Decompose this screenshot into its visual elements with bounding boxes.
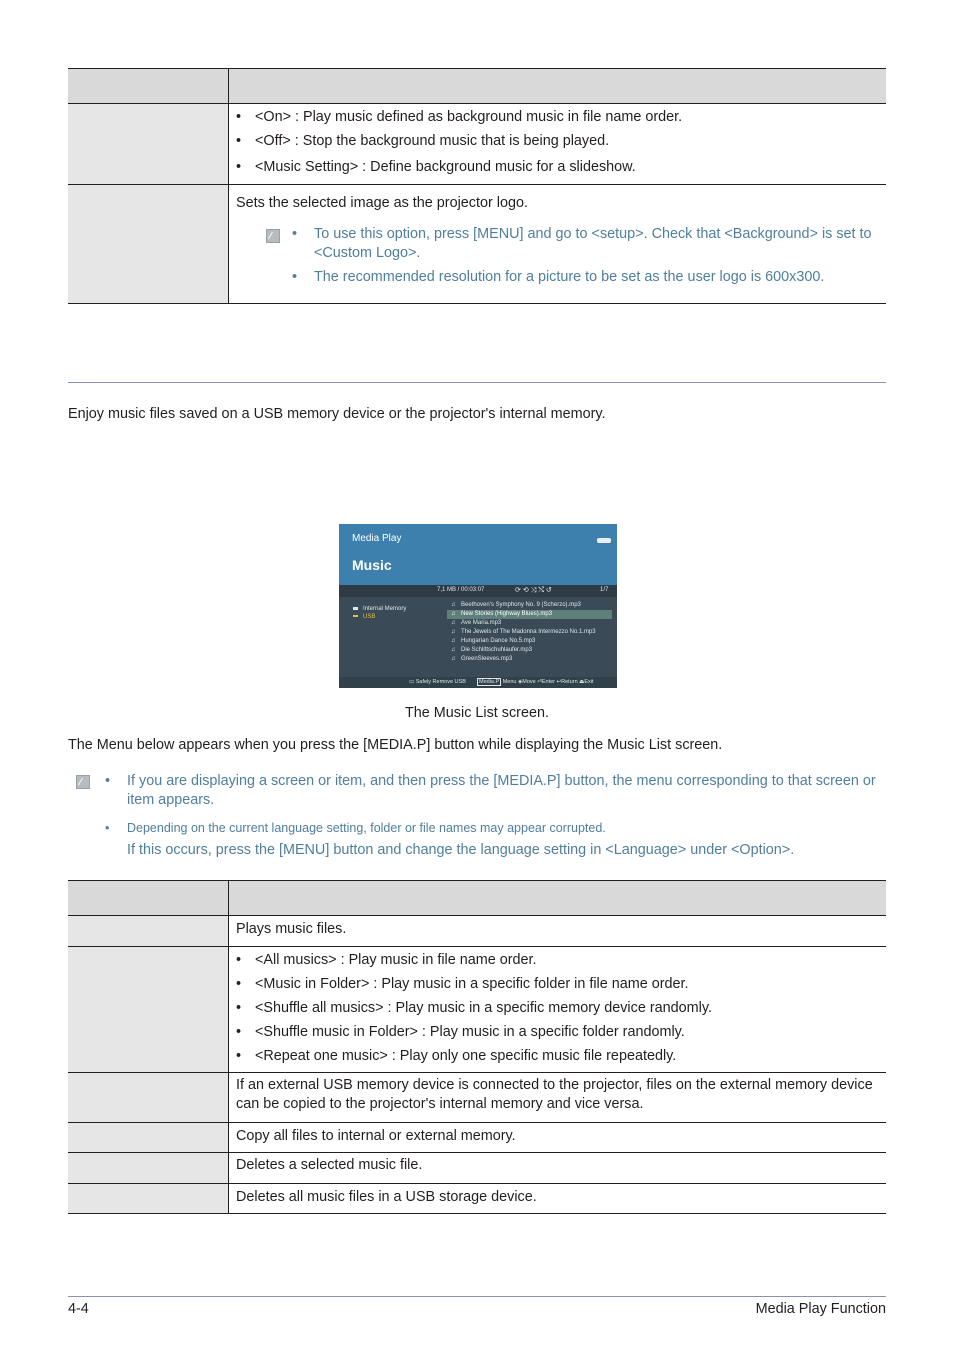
table-row — [68, 916, 886, 947]
safely-remove-usb[interactable]: ▭ Safely Remove USB — [409, 679, 466, 685]
screen-info-bar — [339, 585, 617, 597]
music-note-icon: ♫ — [451, 629, 456, 635]
row-content-cell — [229, 1153, 887, 1184]
note-item: • To use this option, press [MENU] and go to <setup>. Check that <Background> is set to <Custom Logo>. — [292, 225, 875, 263]
screen-page: 1/7 — [600, 587, 609, 593]
file-row[interactable] — [447, 655, 612, 664]
screen-info: 7,1 MB / 00:03:07 — [437, 587, 485, 593]
section-divider — [68, 382, 886, 383]
screen-title: Music — [352, 557, 392, 573]
device-internal[interactable] — [353, 605, 443, 613]
list-item: • <Shuffle music in Folder> : Play music in a specific folder randomly. — [236, 1023, 879, 1042]
row-text: Sets the selected image as the projector logo. — [236, 195, 528, 211]
note-followup: If this occurs, press the [MENU] button and change the language setting in <Language> under <Option>. — [127, 842, 795, 858]
row-text: Copy all files to internal or external memory. — [236, 1128, 516, 1144]
table-background-music — [68, 68, 886, 304]
note-icon — [76, 775, 90, 789]
table-row — [68, 104, 886, 185]
list-item: • <Music in Folder> : Play music in a specific folder in file name order. — [236, 975, 879, 994]
section-intro: Enjoy music files saved on a USB memory device or the projector's internal memory. — [68, 406, 606, 422]
device-label: USB — [363, 614, 376, 620]
list-item: • <Music Setting> : Define background music for a slideshow. — [236, 158, 879, 177]
file-list — [447, 601, 612, 664]
file-name: Beethoven's Symphony No. 9 (Scherzo).mp3 — [461, 602, 581, 608]
screen-brand: Media Play — [352, 533, 402, 544]
row-content-cell — [229, 104, 887, 185]
table-row — [68, 1153, 886, 1184]
file-row[interactable] — [447, 601, 612, 610]
music-note-icon: ♫ — [451, 638, 456, 644]
table-header-cell — [68, 69, 229, 104]
table-header-row — [68, 69, 886, 104]
file-row[interactable] — [447, 628, 612, 637]
row-label-cell — [68, 916, 229, 947]
table-row — [68, 947, 886, 1073]
footer-controls: Media.P Menu ◈Move ⏎Enter ↩Return ⏏Exit — [479, 679, 594, 685]
table-header-cell — [229, 69, 887, 104]
music-note-icon: ♫ — [451, 611, 456, 617]
device-usb[interactable] — [353, 613, 443, 621]
file-name: Die Schlittschuhlaufer.mp3 — [461, 647, 533, 653]
note-item: • The recommended resolution for a picture to be set as the user logo is 600x300. — [292, 268, 875, 287]
note-item: • If you are displaying a screen or item, and then press the [MEDIA.P] button, the menu corresponding to that screen or item appears. — [105, 772, 885, 810]
row-content-cell — [229, 916, 887, 947]
file-row[interactable] — [447, 646, 612, 655]
table-header-cell — [68, 881, 229, 916]
media-p-key: Media.P — [479, 679, 500, 685]
footer-enter: Enter — [541, 679, 555, 685]
table-row — [68, 1184, 886, 1214]
list-item: • <Off> : Stop the background music that is being played. — [236, 132, 879, 151]
figure-caption: The Music List screen. — [405, 705, 549, 721]
music-note-icon: ♫ — [451, 602, 456, 608]
table-header-cell — [229, 881, 887, 916]
row-label-cell — [68, 1073, 229, 1123]
row-text: Deletes a selected music file. — [236, 1157, 423, 1173]
row-content-cell — [229, 185, 887, 304]
footer-return: Return — [561, 679, 578, 685]
usb-small-icon — [353, 615, 358, 617]
file-name: Ave Maria.mp3 — [461, 620, 502, 626]
footer-move: Move — [522, 679, 536, 685]
screen-header — [339, 524, 617, 585]
playback-mode-icons: ⟳⟲⤨⤭↺ — [515, 587, 554, 594]
row-text: Plays music files. — [236, 921, 347, 937]
footer-exit: Exit — [584, 679, 594, 685]
row-content-cell — [229, 947, 887, 1073]
row-label-cell — [68, 947, 229, 1073]
note-list — [105, 772, 885, 838]
file-name: Hungarian Dance No.5.mp3 — [461, 638, 536, 644]
music-list-screenshot — [339, 524, 617, 688]
row-label-cell — [68, 185, 229, 304]
file-row-selected[interactable] — [447, 610, 612, 619]
music-note-icon: ♫ — [451, 620, 456, 626]
row-content-cell — [229, 1123, 887, 1153]
file-name: New Stories (Highway Blues).mp3 — [461, 611, 553, 617]
table-row — [68, 1123, 886, 1153]
chapter-title: Media Play Function — [755, 1301, 886, 1317]
row-label-cell — [68, 104, 229, 185]
file-name: GreenSleeves.mp3 — [461, 656, 513, 662]
table-music-menu — [68, 880, 886, 1214]
file-row[interactable] — [447, 637, 612, 646]
device-label: Internal Memory — [363, 606, 407, 612]
row-label-cell — [68, 1123, 229, 1153]
list-item: • <Repeat one music> : Play only one specific music file repeatedly. — [236, 1047, 879, 1066]
row-label-cell — [68, 1153, 229, 1184]
table-row — [68, 185, 886, 304]
note-item: • Depending on the current language setting, folder or file names may appear corrupted. — [105, 819, 885, 838]
table-header-row — [68, 881, 886, 916]
footer-left-label: Safely Remove USB — [415, 679, 466, 685]
music-note-icon: ♫ — [451, 647, 456, 653]
footer-divider — [68, 1296, 886, 1297]
table-row — [68, 1073, 886, 1123]
note-icon — [266, 229, 280, 243]
device-list — [353, 605, 443, 621]
screen-footer — [339, 677, 617, 688]
list-item: • <Shuffle all musics> : Play music in a specific memory device randomly. — [236, 999, 879, 1018]
row-text: Deletes all music files in a USB storage device. — [236, 1189, 537, 1205]
usb-icon — [597, 538, 611, 543]
row-content-cell — [229, 1184, 887, 1214]
row-label-cell — [68, 1184, 229, 1214]
footer-menu: Menu — [502, 679, 517, 685]
music-note-icon: ♫ — [451, 656, 456, 662]
row-text: If an external USB memory device is connected to the projector, files on the external memory device can be copied to the projector's internal memory and vice versa. — [236, 1077, 873, 1112]
list-item: • <All musics> : Play music in file name order. — [236, 951, 879, 970]
row-content-cell — [229, 1073, 887, 1123]
page-number: 4-4 — [68, 1301, 89, 1317]
list-item: • <On> : Play music defined as background music in file name order. — [236, 108, 879, 127]
menu-intro: The Menu below appears when you press the [MEDIA.P] button while displaying the Music List screen. — [68, 737, 723, 753]
file-name: The Jewels of The Madonna Intermezzo No.1.mp3 — [461, 629, 596, 635]
memory-icon — [353, 607, 358, 610]
file-row[interactable] — [447, 619, 612, 628]
